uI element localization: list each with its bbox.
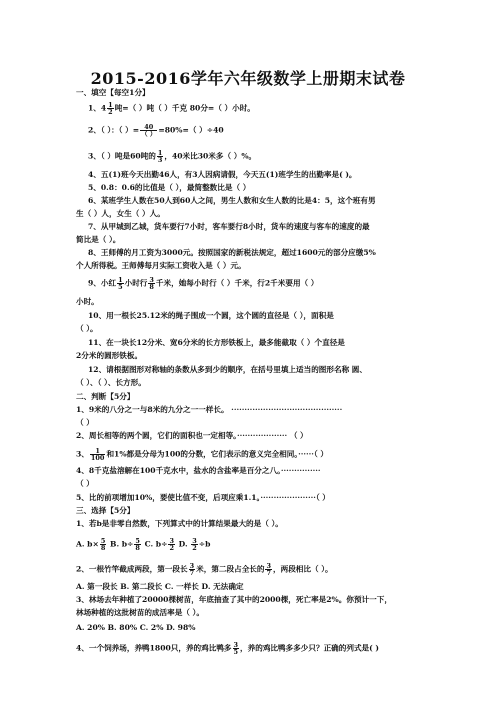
fraction-denominator: 100 bbox=[90, 454, 105, 462]
fraction bbox=[100, 538, 107, 551]
line-text: 和1%都是分母为100的分数，它们表示的意义完全相同。······（ ） bbox=[106, 449, 328, 459]
question-line bbox=[88, 150, 448, 163]
line-text: 4、五(1)班今天出勤46人，有3人因病请假，今天五(1)班学生的出勤率是( )。 bbox=[88, 170, 357, 179]
fraction-numerator: 5 bbox=[100, 537, 106, 545]
line-text: 2、（ ）：（ ）= bbox=[88, 125, 140, 135]
fraction-numerator: 1 bbox=[108, 101, 113, 109]
question-line bbox=[88, 311, 448, 321]
question-line bbox=[76, 623, 436, 633]
question-line bbox=[88, 170, 448, 180]
question-line bbox=[88, 365, 448, 375]
line-text: 1、9米的八分之一与8米的九分之一一样长。 ·········································· bbox=[76, 405, 343, 414]
fraction bbox=[233, 642, 240, 655]
line-text: 吨=（ ）吨（ ）千克 80分=（ ）小时。 bbox=[114, 103, 255, 113]
fraction-denominator: 5 bbox=[118, 283, 123, 291]
line-text: （ ）。 bbox=[76, 324, 98, 333]
line-text: 7、从甲城到乙城，货车要行7小时，客车要行8小时，货车的速度与客车的速度的最 bbox=[88, 222, 370, 231]
question-line bbox=[88, 183, 448, 193]
question-line bbox=[76, 448, 436, 461]
question-line bbox=[76, 506, 436, 516]
question-line bbox=[76, 261, 436, 271]
question-line bbox=[88, 102, 448, 115]
line-text: 1、4 bbox=[88, 103, 107, 113]
line-text: 林场种植的这批树苗的成活率是（ ）。 bbox=[76, 608, 204, 617]
question-line bbox=[76, 351, 436, 361]
line-text: 小时。 bbox=[76, 297, 99, 306]
fraction-numerator: 1 bbox=[90, 448, 106, 455]
fraction bbox=[134, 538, 141, 551]
question-line bbox=[88, 277, 448, 290]
question-line bbox=[88, 338, 448, 348]
line-text: 3、（ ）吨是60吨的 bbox=[88, 151, 156, 161]
line-text: 二、判断【5分】 bbox=[76, 392, 135, 401]
question-line bbox=[76, 209, 436, 219]
fraction-denominator: 5 bbox=[233, 648, 239, 656]
fraction bbox=[189, 563, 196, 576]
line-text: 一、填空【每空1分】 bbox=[76, 88, 150, 97]
fraction-numerator: 3 bbox=[266, 562, 272, 570]
fraction bbox=[168, 538, 175, 551]
question-line bbox=[76, 642, 436, 655]
line-text: 千米，她每小时行（ ）千米，行2千米要用（ ） bbox=[155, 278, 319, 288]
line-text: 5、比的前项增加10%，要使比值不变，后项应乘1.1。·····················（ ） bbox=[76, 493, 330, 502]
fraction-denominator: 8 bbox=[100, 544, 106, 552]
fraction bbox=[265, 563, 272, 576]
question-line bbox=[88, 124, 448, 137]
line-text: 简比是（ ）。 bbox=[76, 235, 121, 244]
fraction-numerator: 40 bbox=[140, 124, 157, 131]
question-line bbox=[76, 479, 436, 489]
line-text: 三、选择【5分】 bbox=[76, 506, 135, 515]
line-text: A. 20% B. 80% C. 2% D. 98% bbox=[76, 623, 196, 632]
line-text: 生（ ）人，女生（ ）人。 bbox=[76, 209, 165, 218]
line-text: 4、8千克盐溶解在100千克水中，盐水的含盐率是百分之八。··············· bbox=[76, 466, 321, 475]
question-line bbox=[76, 608, 436, 618]
line-text: ，养的鸡比鸭多多少只？正确的列式是( ) bbox=[240, 643, 379, 653]
line-text: 4、一个饲养场，养鸭1800只，养的鸡比鸭多 bbox=[76, 643, 232, 653]
question-line bbox=[88, 222, 448, 232]
line-text: 12、请根据图形对称轴的条数从多到少的顺序，在括号里填上适当的图形名称 圆、 bbox=[88, 365, 367, 374]
line-text: 2、一根竹竿截成两段，第一段长 bbox=[76, 564, 188, 574]
fraction-denominator: （ ） bbox=[141, 130, 157, 138]
fraction-numerator: 3 bbox=[233, 641, 239, 649]
line-text: （ ） bbox=[76, 479, 94, 488]
question-line bbox=[76, 563, 436, 576]
fraction-numerator: 1 bbox=[118, 276, 123, 284]
fraction-numerator: 3 bbox=[149, 276, 154, 284]
line-text: 6、某班学生人数在50人到60人之间，男生人数和女生人数的比是4：5，这个班有男 bbox=[88, 196, 376, 205]
question-line bbox=[76, 595, 436, 605]
line-text: （ ）、（ ）、长方形。 bbox=[76, 378, 146, 387]
line-text: 3、林场去年种植了20000棵树苗，年底抽查了其中的2000棵，死亡率是2%。你预计一下， bbox=[76, 595, 392, 604]
line-text: 3、 bbox=[76, 449, 89, 459]
line-text: A. 第一段长 B. 第二段长 C. 一样长 D. 无法确定 bbox=[76, 582, 244, 591]
fraction bbox=[117, 277, 124, 290]
question-line bbox=[76, 88, 436, 98]
question-line bbox=[76, 519, 436, 529]
fraction bbox=[90, 448, 106, 461]
question-line bbox=[76, 582, 436, 592]
fraction-numerator: 3 bbox=[192, 537, 197, 545]
fraction-denominator: 8 bbox=[135, 544, 140, 552]
question-line bbox=[76, 405, 436, 415]
line-text: 个人所得税。王师傅每月实际工资收入是（ ）元。 bbox=[76, 261, 246, 270]
fraction-numerator: 3 bbox=[169, 537, 174, 545]
fraction-denominator: 2 bbox=[108, 108, 113, 116]
fraction-denominator: 2 bbox=[192, 544, 197, 552]
fraction-denominator: 2 bbox=[169, 544, 174, 552]
fraction-numerator: 5 bbox=[135, 537, 140, 545]
line-text: （ ） bbox=[76, 418, 94, 427]
fraction bbox=[107, 102, 114, 115]
line-text: A. b× bbox=[76, 539, 99, 549]
exam-title: 2015-2016学年六年级数学上册期末试卷 bbox=[90, 69, 406, 88]
line-text: B. b÷ bbox=[107, 539, 134, 549]
fraction-denominator: 3 bbox=[157, 156, 163, 164]
line-text: 1、若b是非零自然数，下列算式中的计算结果最大的是（ ）。 bbox=[76, 519, 283, 528]
question-line bbox=[76, 324, 436, 334]
fraction bbox=[157, 150, 164, 163]
fraction bbox=[140, 124, 157, 137]
question-line bbox=[76, 392, 436, 402]
line-text: 小时行 bbox=[124, 278, 148, 288]
line-text: C. b÷ bbox=[141, 539, 168, 549]
fraction bbox=[148, 277, 155, 290]
fraction-denominator: 8 bbox=[149, 283, 154, 291]
line-text: ，两段相比（ ）。 bbox=[273, 564, 333, 574]
question-line bbox=[88, 196, 448, 206]
question-line bbox=[88, 248, 448, 258]
line-text: 2分米的圆形铁板。 bbox=[76, 351, 143, 360]
line-text: =80%=（ ）÷40 bbox=[158, 125, 224, 135]
line-text: 2、周长相等的两个圆，它们的面积也一定相等。··················· （ ） bbox=[76, 431, 308, 440]
fraction-numerator: 1 bbox=[157, 149, 163, 157]
question-line bbox=[76, 493, 436, 503]
fraction-denominator: 7 bbox=[189, 569, 195, 577]
question-line bbox=[76, 538, 436, 551]
fraction-denominator: 7 bbox=[266, 569, 272, 577]
question-line bbox=[76, 466, 436, 476]
question-line bbox=[76, 297, 436, 307]
fraction bbox=[191, 538, 198, 551]
question-line bbox=[76, 418, 436, 428]
line-text: ÷b bbox=[198, 539, 211, 549]
line-text: 11、在一块长12分米、宽6分米的长方形铁板上，最多能截取（ ）个直径是 bbox=[88, 338, 345, 347]
question-line bbox=[76, 235, 436, 245]
line-text: 米，第二段占全长的 bbox=[196, 564, 265, 574]
line-text: 9、小红 bbox=[88, 278, 117, 288]
fraction-numerator: 3 bbox=[189, 562, 195, 570]
question-line bbox=[76, 378, 436, 388]
line-text: ，40米比30米多（ ）%。 bbox=[164, 151, 257, 161]
line-text: 5、0.8：0.6的比值是（ ），最简整数比是（ ） bbox=[88, 183, 251, 192]
line-text: D. bbox=[176, 539, 191, 549]
question-line bbox=[76, 431, 436, 441]
line-text: 10、用一根长25.12米的绳子围成一个圆，这个圆的直径是（ ），面积是 bbox=[88, 311, 334, 320]
line-text: 8、王师傅的月工资为3000元。按照国家的新税法规定，超过1600元的部分应缴5% bbox=[88, 248, 376, 257]
